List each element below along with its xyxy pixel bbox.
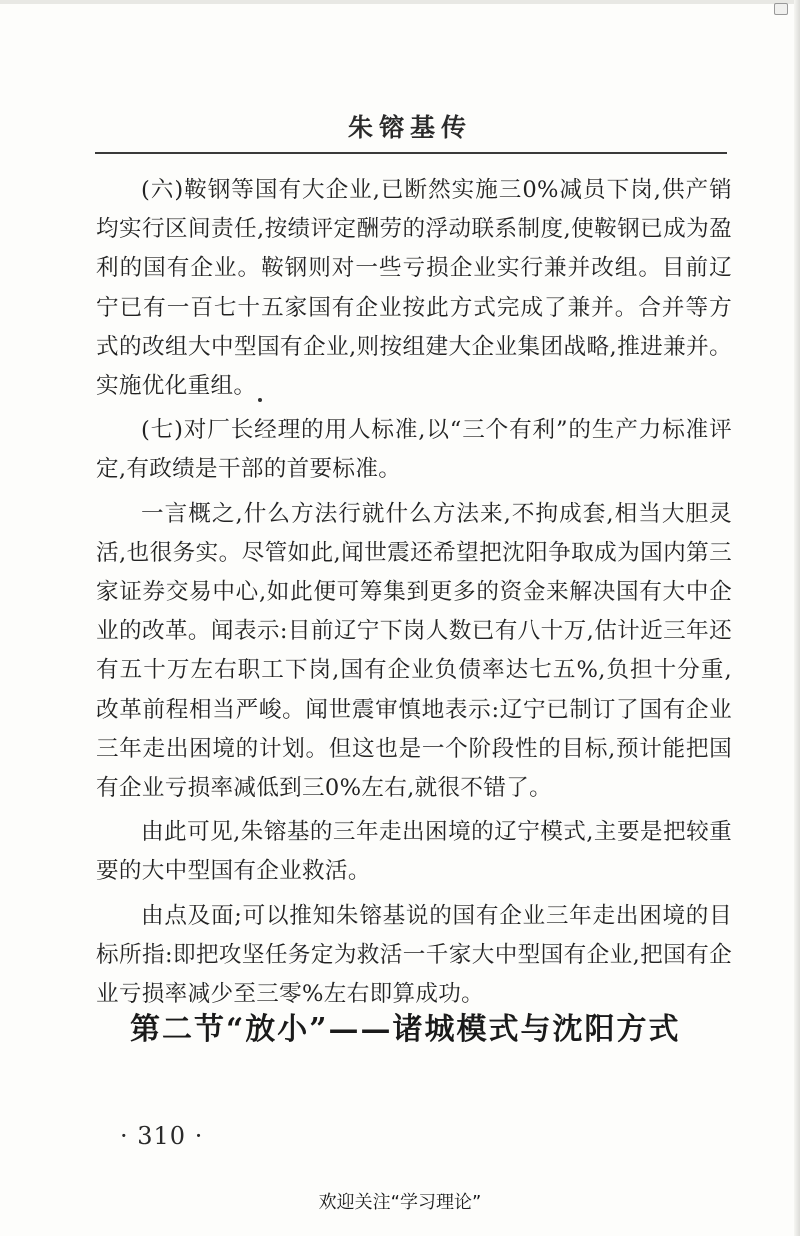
paragraph-7: (七)对厂长经理的用人标准,以“三个有利”的生产力标准评定,有政绩是干部的首要标准。 <box>96 417 732 483</box>
section-title: 第二节“放小”——诸城模式与沈阳方式 <box>130 1012 681 1047</box>
ink-dot <box>258 398 262 402</box>
corner-mark-icon <box>774 3 788 15</box>
paragraph-inference: 由点及面;可以推知朱镕基说的国有企业三年走出困境的目标所指:即把攻坚任务定为救活一千家大中型国有企业,把国有企业亏损率减少至三零%左右即算成功。 <box>96 902 732 1008</box>
page-number: · 310 · <box>120 1122 204 1150</box>
scan-edge-right <box>794 0 800 1236</box>
running-head-title: 朱镕基传 <box>347 113 472 142</box>
paragraph-conclusion: 由此可见,朱镕基的三年走出困境的辽宁模式,主要是把较重要的大中型国有企业救活。 <box>96 819 732 885</box>
paragraph-6: (六)鞍钢等国有大企业,已断然实施三0%减员下岗,供产销均实行区间责任,按绩评定酬劳的浮动联系制度,使鞍钢已成为盈利的国有企业。鞍钢则对一些亏损企业实行兼并改组。目前辽宁已有一百七十五家国有企业按此方式完成了兼并。合并等方式的改组大中型国有企业,则按组建大企业集团战略,推进兼并。实施优化重组。 <box>96 177 732 400</box>
paragraph-summary: 一言概之,什么方法行就什么方法来,不拘成套,相当大胆灵活,也很务实。尽管如此,闻世震还希望把沈阳争取成为国内第三家证券交易中心,如此便可筹集到更多的资金来解决国有大中企业的改革。闻表示:目前辽宁下岗人数已有八十万,估计近三年还有五十万左右职工下岗,国有企业负债率达七五%,负担十分重,改革前程相当严峻。闻世震审慎地表示:辽宁已制订了国有企业三年走出困境的计划。但这也是一个阶段性的目标,预计能把国有企业亏损率减低到三0%左右,就很不错了。 <box>96 500 732 802</box>
body-text <box>96 171 732 1019</box>
scan-edge-top <box>0 0 800 4</box>
header-rule <box>95 152 727 154</box>
watermark-text: 欢迎关注“学习理论” <box>318 1192 482 1213</box>
